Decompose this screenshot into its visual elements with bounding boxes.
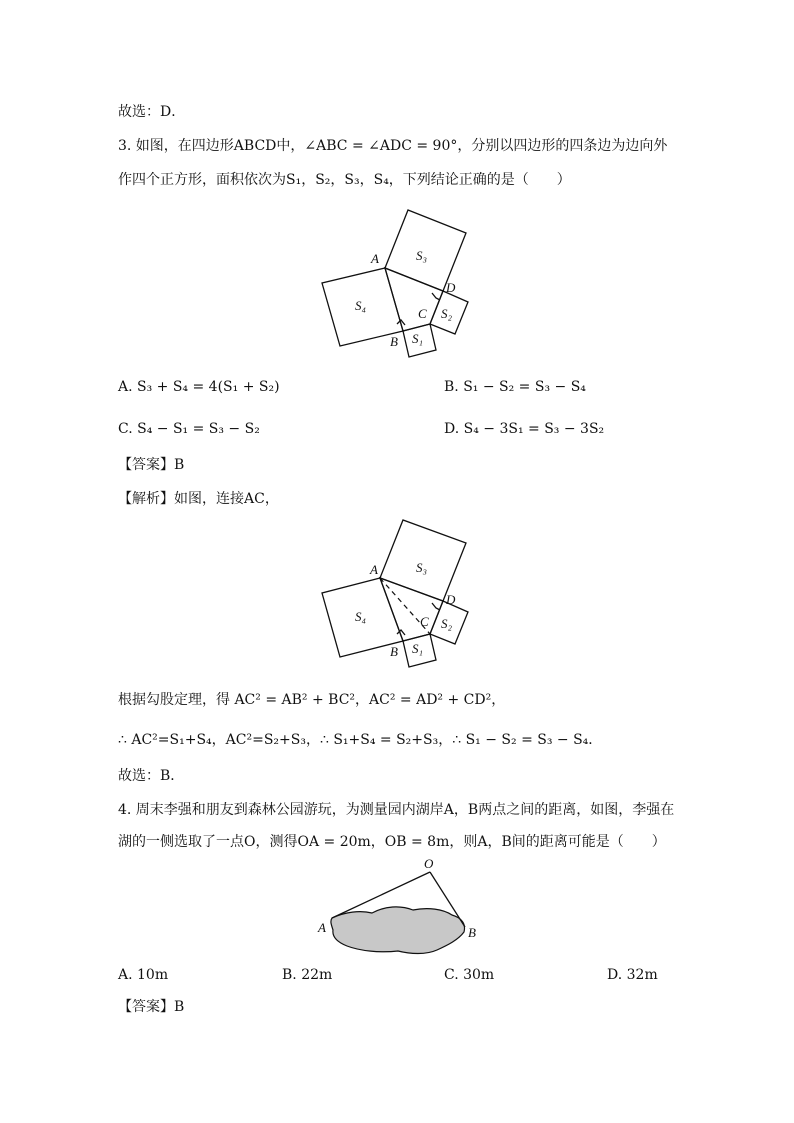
svg-text:D: D — [446, 592, 456, 607]
q4-option-d: D. 32m — [607, 967, 658, 983]
label-a-lake: A — [318, 920, 326, 935]
label-b-lake: B — [468, 925, 476, 940]
q4-stem-line2: 湖的一侧选取了一点O，测得OA = 20m，OB = 8m，则A，B间的距离可能是（ ） — [118, 834, 666, 850]
q3-choose: 故选：B． — [118, 768, 185, 784]
q3-answer: 【答案】B — [118, 457, 185, 473]
label-s3: S₃ — [416, 248, 428, 263]
label-b: B — [390, 334, 398, 349]
svg-text:A: A — [370, 562, 378, 577]
q4-lake-figure — [315, 855, 485, 960]
q3-option-c: C. S₄ − S₁ = S₃ − S₂ — [118, 421, 260, 437]
svg-text:S₂: S₂ — [441, 616, 453, 631]
q4-option-c: C. 30m — [444, 967, 495, 983]
q4-option-a: A. 10m — [118, 967, 169, 983]
label-s1: S₁ — [412, 331, 424, 346]
label-d: D — [446, 280, 456, 295]
label-a: A — [371, 251, 379, 266]
q3-analysis: 【解析】如图，连接AC， — [118, 491, 279, 507]
label-s4: S₄ — [355, 298, 367, 313]
q3-option-d: D. S₄ − 3S₁ = S₃ − 3S₂ — [444, 421, 605, 437]
q3-option-a: A. S₃ + S₄ = 4(S₁ + S₂) — [118, 379, 280, 395]
label-o: O — [424, 856, 434, 871]
label-c: C — [418, 306, 427, 321]
svg-text:S₁: S₁ — [412, 641, 424, 656]
svg-text:B: B — [390, 644, 398, 659]
svg-text:S₃: S₃ — [416, 560, 428, 575]
label-s2: S₂ — [441, 306, 453, 321]
quadrilateral-abcd — [385, 268, 443, 331]
svg-text:S₄: S₄ — [355, 609, 367, 624]
q3-figure — [318, 205, 478, 365]
right-angle-d — [432, 293, 440, 300]
q3-stem-line2: 作四个正方形，面积依次为S₁，S₂，S₃，S₄，下列结论正确的是（ ） — [118, 172, 571, 188]
q4-stem-line1: 4. 周末李强和朋友到森林公园游玩，为测量园内湖岸A，B两点之间的距离，如图，李强在 — [118, 802, 675, 818]
q3-therefore: ∴ AC²=S₁+S₄，AC²=S₂+S₃，∴ S₁+S₄ = S₂+S₃，∴ S₁ − S₂ = S₃ − S₄． — [118, 732, 603, 748]
q4-answer: 【答案】B — [118, 999, 185, 1015]
lake-shape — [331, 907, 465, 954]
q3-stem-line1: 3. 如图，在四边形ABCD中，∠ABC = ∠ADC = 90°，分别以四边形的四条边为边向外 — [118, 138, 668, 154]
prev-answer-choice: 故选：D． — [118, 104, 186, 120]
svg-text:C: C — [420, 614, 429, 629]
q3-pythagoras: 根据勾股定理，得 AC² = AB² + BC²，AC² = AD² + CD²， — [118, 692, 506, 708]
q3-solution-figure — [318, 515, 478, 675]
q4-option-b: B. 22m — [282, 967, 333, 983]
q3-option-b: B. S₁ − S₂ = S₃ − S₄ — [444, 379, 586, 395]
